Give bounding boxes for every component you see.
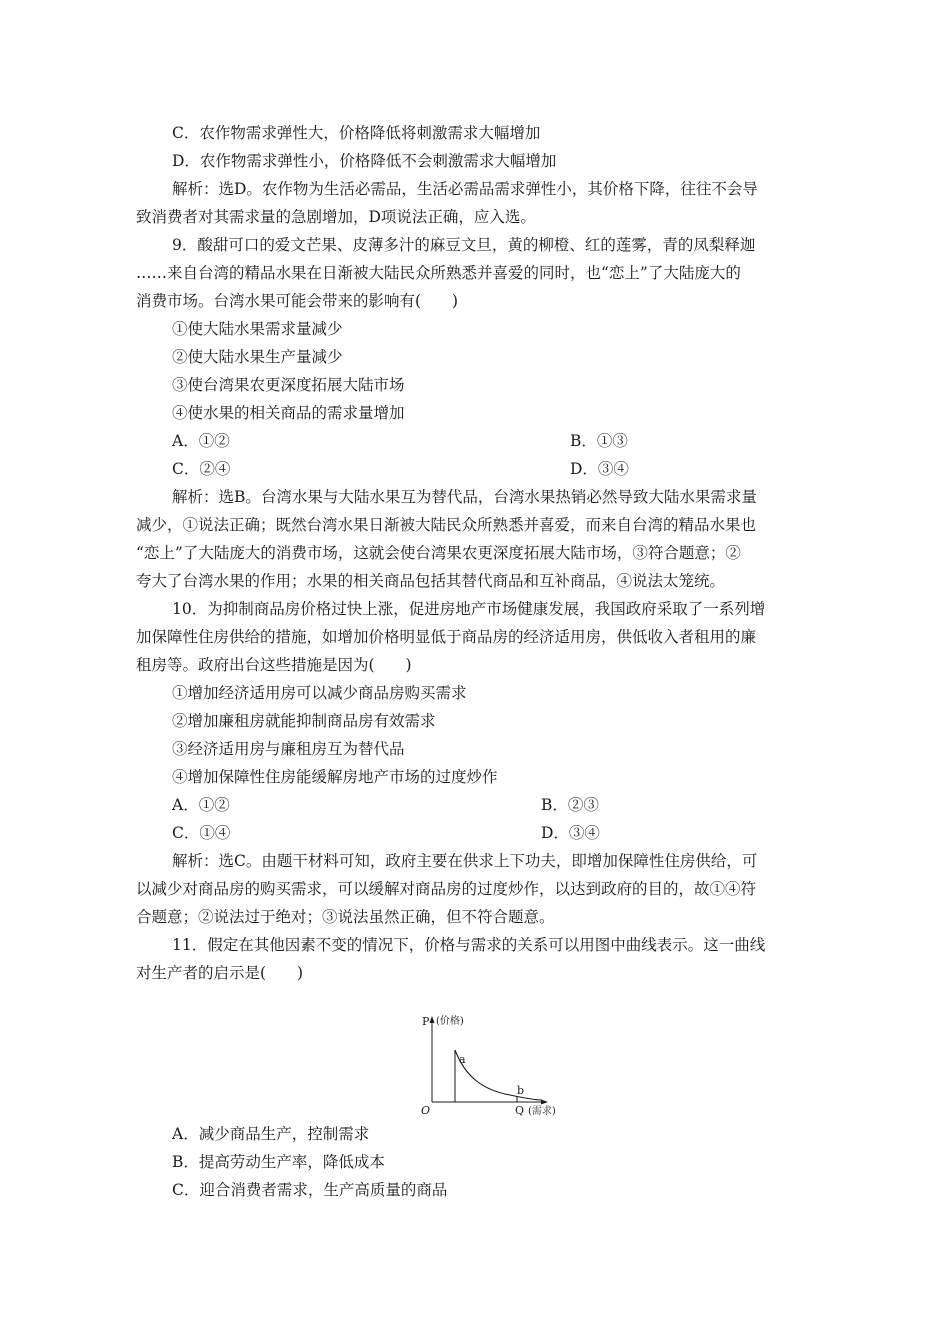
q9-item-3: ③使台湾果农更深度拓展大陆市场 [172,376,405,394]
q10-option-a: A．①② [172,796,230,814]
q10-item-4: ④增加保障性住房能缓解房地产市场的过度炒作 [172,768,498,786]
q9-analysis-line-4: 夸大了台湾水果的作用；水果的相关商品包括其替代商品和互补商品，④说法太笼统。 [136,572,726,590]
demand-curve-figure [418,1012,568,1116]
q9-option-a: A．①② [172,432,230,450]
q11-option-a: A．减少商品生产，控制需求 [172,1125,370,1143]
x-axis-arrow [541,1100,548,1105]
q9-stem-line-1: 9．酸甜可口的爱文芒果、皮薄多汁的麻豆文旦，黄的柳橙、红的莲雾，青的凤梨释迦 [172,236,756,254]
q10-item-3: ③经济适用房与廉租房互为替代品 [172,740,405,758]
q10-analysis-line-1: 解析：选C。由题干材料可知，政府主要在供求上下功夫，即增加保障性住房供给，可 [172,852,758,870]
q9-item-2: ②使大陆水果生产量减少 [172,348,343,366]
point-a-label: a [459,1053,466,1066]
q9-option-c: C．②④ [172,460,231,478]
q8-analysis-line-2: 致消费者对其需求量的急剧增加，D项说法正确，应入选。 [136,208,536,226]
x-axis-note: (需求) [528,1106,556,1116]
x-axis-label: Q [515,1104,525,1116]
q9-item-1: ①使大陆水果需求量减少 [172,320,343,338]
q10-option-c: C．①④ [172,824,231,842]
y-axis-label: P [422,1015,430,1028]
q9-stem-line-3: 消费市场。台湾水果可能会带来的影响有( ) [136,292,459,310]
q8-option-c: C．农作物需求弹性大，价格降低将刺激需求大幅增加 [172,124,541,142]
q9-analysis-line-3: “恋上”了大陆庞大的消费市场，这就会使台湾果农更深度拓展大陆市场，③符合题意；② [136,544,741,562]
q10-analysis-line-2: 以减少对商品房的购买需求，可以缓解对商品房的过度炒作，以达到政府的目的，故①④符 [136,880,757,898]
q11-option-b: B．提高劳动生产率，降低成本 [172,1153,385,1171]
q11-option-c: C．迎合消费者需求，生产高质量的商品 [172,1181,448,1199]
q9-option-d: D．③④ [570,460,629,478]
q10-option-b: B．②③ [541,796,599,814]
q10-stem-line-2: 加保障性住房供给的措施，如增加价格明显低于商品房的经济适用房，供低收入者租用的廉 [136,628,757,646]
q9-option-b: B．①③ [570,432,628,450]
demand-curve [455,1050,542,1100]
q10-item-1: ①增加经济适用房可以减少商品房购买需求 [172,684,467,702]
q10-item-2: ②增加廉租房就能抑制商品房有效需求 [172,712,436,730]
point-b-label: b [517,1084,525,1097]
q9-analysis-line-1: 解析：选B。台湾水果与大陆水果互为替代品，台湾水果热销必然导致大陆水果需求量 [172,488,757,506]
q10-option-d: D．③④ [541,824,600,842]
q10-stem-line-1: 10．为抑制商品房价格过快上涨，促进房地产市场健康发展，我国政府采取了一系列增 [172,600,766,618]
y-axis-note: (价格) [436,1016,464,1027]
q9-analysis-line-2: 减少，①说法正确；既然台湾水果日渐被大陆民众所熟悉并喜爱，而来自台湾的精品水果也 [136,516,757,534]
q9-item-4: ④使水果的相关商品的需求量增加 [172,404,405,422]
q10-stem-line-3: 租房等。政府出台这些措施是因为( ) [136,656,412,674]
q8-option-d: D．农作物需求弹性小，价格降低不会刺激需求大幅增加 [172,152,557,170]
q9-stem-line-2: ……来自台湾的精品水果在日渐被大陆民众所熟悉并喜爱的同时，也“恋上”了大陆庞大的 [136,264,741,282]
q11-stem-line-2: 对生产者的启示是( ) [136,964,304,982]
q10-analysis-line-3: 合题意；②说法过于绝对；③说法虽然正确，但不符合题意。 [136,908,555,926]
y-axis-arrow [430,1016,435,1023]
origin-label: O [421,1104,431,1116]
q11-stem-line-1: 11．假定在其他因素不变的情况下，价格与需求的关系可以用图中曲线表示。这一曲线 [172,936,766,954]
q8-analysis-line-1: 解析：选D。农作物为生活必需品，生活必需品需求弹性小，其价格下降，往往不会导 [172,180,758,198]
